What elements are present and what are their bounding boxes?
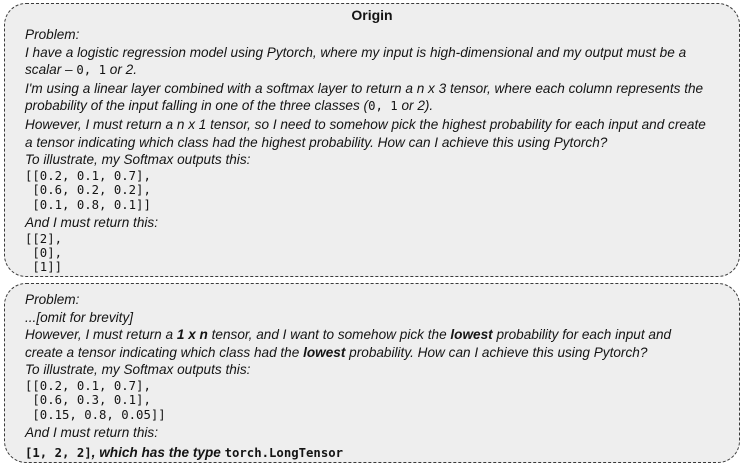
code-line: [0.6, 0.3, 0.1],	[25, 393, 151, 408]
text-fragment: create a tensor indicating which class had the	[25, 344, 304, 360]
problem-label: Problem:	[25, 292, 80, 307]
code-line: [0.15, 0.8, 0.05]]	[25, 407, 166, 422]
inline-code: torch.LongTensor	[224, 445, 344, 460]
code-line: [1]]	[25, 260, 63, 275]
illustrate-text: To illustrate, my Softmax outputs this:	[25, 362, 251, 378]
emphasis: 1 x n	[176, 327, 208, 343]
problem-text-line: I'm using a linear layer combined with a softmax layer to return a n x 3 tensor, where each column represents the	[25, 80, 704, 96]
text-fragment: probability. How can I achieve this using Pytorch?	[345, 344, 648, 360]
must-return-text: And I must return this:	[25, 214, 158, 230]
inline-code: 0, 1	[368, 99, 398, 114]
problem-text-line: However, I must return a n x 1 tensor, so I need to somehow pick the highest probability for each input and create	[25, 116, 706, 132]
problem-text-line	[25, 61, 739, 80]
origin-panel	[4, 3, 740, 277]
text-fragment: or 2.	[106, 62, 137, 78]
text-fragment: or 2).	[397, 98, 434, 114]
emphasis: lowest	[303, 344, 346, 360]
problem-text-line: a tensor indicating which class had the highest probability. How can I achieve this using Pytorch?	[25, 134, 608, 150]
illustrate-text: To illustrate, my Softmax outputs this:	[25, 152, 251, 168]
inline-code: 0, 1	[76, 63, 106, 78]
text-fragment: scalar –	[25, 62, 77, 78]
problem-text-line	[25, 326, 739, 344]
text-fragment: However, I must return a	[25, 327, 177, 343]
final-answer-line	[25, 444, 739, 463]
emphasis: , which has the type	[91, 444, 225, 460]
code-line: [[0.2, 0.1, 0.7],	[25, 168, 151, 183]
problem-text-line	[25, 97, 739, 116]
code-line: [[0.2, 0.1, 0.7],	[25, 378, 151, 393]
text-fragment: probability of the input falling in one of the three classes (	[25, 98, 369, 114]
text-fragment: tensor, and I want to somehow pick the	[207, 327, 451, 343]
problem-text-line: I have a logistic regression model using Pytorch, where my input is high-dimensional and my output must be a	[25, 44, 687, 60]
code-line: [[2],	[25, 231, 63, 246]
code-line: [0.1, 0.8, 0.1]]	[25, 197, 151, 212]
problem-text-line	[25, 344, 739, 362]
code-line: [0],	[25, 245, 63, 260]
inline-code: [1, 2, 2]	[25, 445, 92, 460]
modified-panel	[4, 283, 740, 463]
emphasis: lowest	[450, 327, 493, 343]
panel-title: Origin	[351, 7, 393, 23]
must-return-text: And I must return this:	[25, 425, 158, 441]
omit-note: ...[omit for brevity]	[25, 309, 134, 325]
problem-label: Problem:	[25, 27, 80, 42]
text-fragment: probability for each input and	[492, 327, 672, 343]
code-line: [0.6, 0.2, 0.2],	[25, 183, 151, 198]
